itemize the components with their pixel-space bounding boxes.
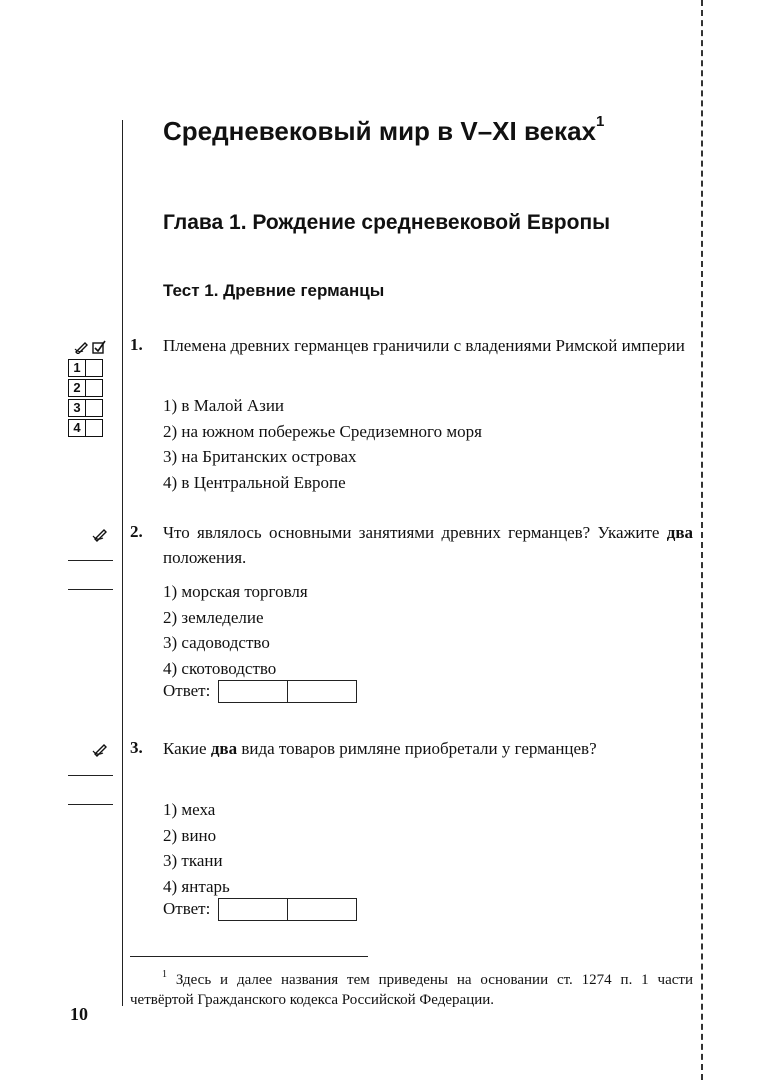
self-check-row bbox=[68, 379, 103, 397]
self-check-box[interactable] bbox=[86, 379, 103, 397]
answer-fill-line[interactable] bbox=[68, 560, 113, 561]
answer-fill-line[interactable] bbox=[68, 804, 113, 805]
answer-boxes bbox=[218, 680, 357, 703]
option[interactable]: 2) земледелие bbox=[163, 607, 264, 627]
self-check-number: 2 bbox=[68, 379, 86, 397]
self-check-number: 3 bbox=[68, 399, 86, 417]
option[interactable]: 2) на южном побережье Средиземного моря bbox=[163, 421, 482, 441]
footnote-rule bbox=[130, 956, 368, 957]
question-text-part: вида товаров римляне приобретали у германцев? bbox=[237, 739, 597, 758]
self-check-box[interactable] bbox=[86, 359, 103, 377]
answer-box[interactable] bbox=[287, 899, 356, 920]
question-text: Племена древних германцев граничили с владениями Римской империи bbox=[163, 336, 685, 355]
self-check-number: 4 bbox=[68, 419, 86, 437]
pencil-icon bbox=[74, 340, 90, 354]
test-title: Тест 1. Древние германцы bbox=[163, 281, 385, 300]
footnote bbox=[130, 966, 693, 1010]
page-title bbox=[163, 113, 605, 147]
question-text-bold: два bbox=[666, 523, 693, 542]
question-number: 2. bbox=[130, 522, 143, 541]
checkbox-icon bbox=[92, 340, 106, 354]
self-check-row bbox=[68, 419, 103, 437]
answer-box[interactable] bbox=[219, 899, 287, 920]
chapter-title: Глава 1. Рождение средневековой Европы bbox=[163, 211, 611, 234]
answer-row bbox=[163, 679, 357, 703]
self-check-grid bbox=[68, 359, 103, 439]
option[interactable]: 4) янтарь bbox=[163, 876, 230, 896]
question-text bbox=[163, 736, 693, 761]
self-check-number: 1 bbox=[68, 359, 86, 377]
answer-label: Ответ: bbox=[163, 899, 211, 918]
option[interactable]: 2) вино bbox=[163, 825, 217, 845]
pencil-icon bbox=[92, 527, 110, 542]
title-footnote-mark: 1 bbox=[596, 113, 605, 131]
option[interactable]: 4) скотоводство bbox=[163, 658, 277, 678]
option[interactable]: 4) в Центральной Европе bbox=[163, 472, 346, 492]
options-list bbox=[163, 797, 230, 899]
page-number: 10 bbox=[70, 1004, 88, 1024]
question-text-part: положения. bbox=[163, 548, 247, 567]
option[interactable]: 1) в Малой Азии bbox=[163, 396, 285, 415]
question-text-bold: два bbox=[210, 739, 238, 758]
answer-row bbox=[163, 897, 357, 921]
question-text bbox=[163, 520, 693, 570]
question-number: 3. bbox=[130, 738, 143, 757]
options-list bbox=[163, 579, 308, 681]
options-list bbox=[163, 393, 482, 495]
answer-fill-line[interactable] bbox=[68, 775, 113, 776]
margin-rule bbox=[122, 120, 123, 1006]
self-check-box[interactable] bbox=[86, 419, 103, 437]
self-check-row bbox=[68, 359, 103, 377]
question-text-part: Что являлось основными занятиями древних германцев? Укажите bbox=[163, 523, 667, 542]
option[interactable]: 1) меха bbox=[163, 800, 216, 819]
answer-box[interactable] bbox=[219, 681, 287, 702]
page-title-text: Средневековый мир в V–XI веках bbox=[163, 116, 596, 146]
answer-box[interactable] bbox=[287, 681, 356, 702]
option[interactable]: 1) морская торговля bbox=[163, 582, 308, 601]
answer-label: Ответ: bbox=[163, 681, 211, 700]
option[interactable]: 3) на Британских островах bbox=[163, 447, 357, 466]
cut-line bbox=[701, 0, 703, 1080]
option[interactable]: 3) ткани bbox=[163, 851, 223, 870]
answer-boxes bbox=[218, 898, 357, 921]
answer-fill-line[interactable] bbox=[68, 589, 113, 590]
self-check-row bbox=[68, 399, 103, 417]
footnote-mark: 1 bbox=[162, 969, 167, 980]
self-check-icons bbox=[74, 340, 106, 354]
question-text-part: Какие bbox=[163, 739, 211, 758]
pencil-icon bbox=[92, 742, 110, 757]
self-check-box[interactable] bbox=[86, 399, 103, 417]
question-number: 1. bbox=[130, 335, 143, 354]
option[interactable]: 3) садоводство bbox=[163, 633, 270, 652]
footnote-text: Здесь и далее названия тем приведены на основании ст. 1274 п. 1 части четвёртой Гражданского кодекса Российской Федерации. bbox=[130, 972, 693, 1008]
